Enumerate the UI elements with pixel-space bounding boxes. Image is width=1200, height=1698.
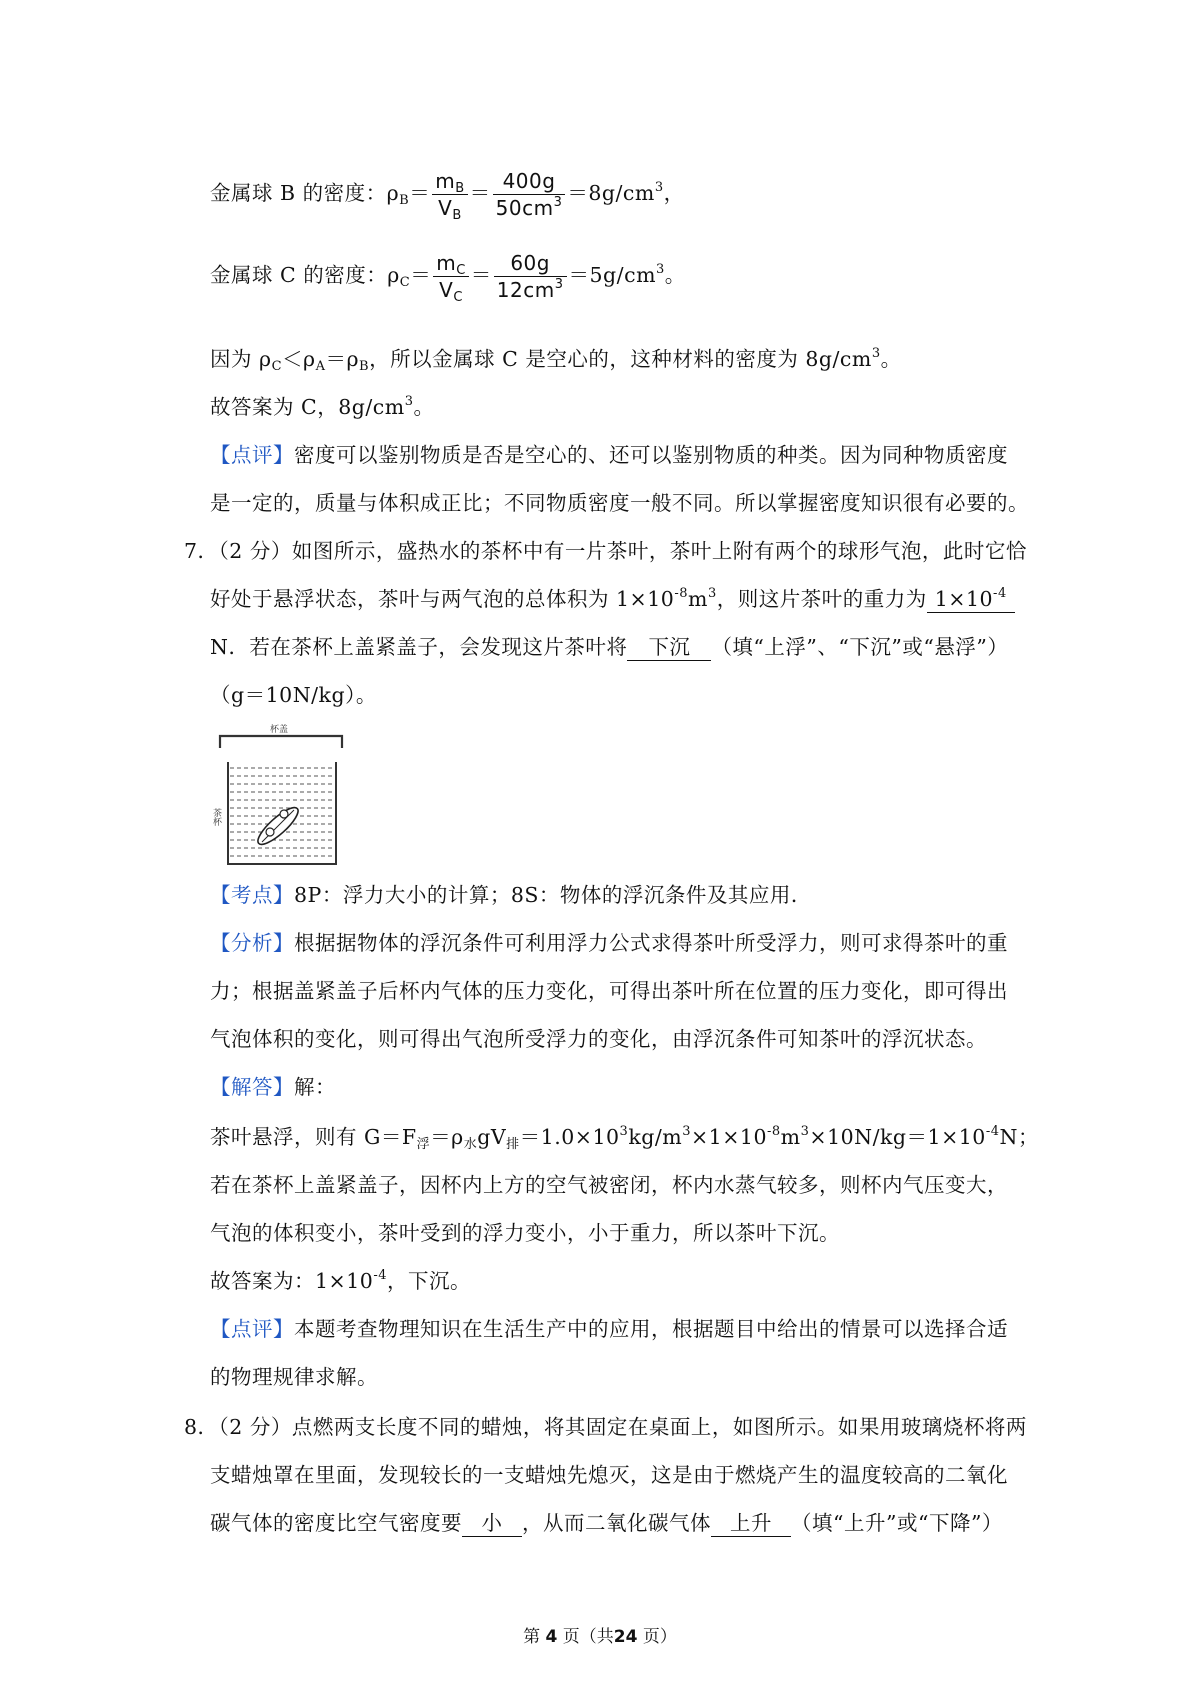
q7-solution-line-1: 茶叶悬浮，则有 $G=F_浮=\rho_水gV_排=1.0\times 10^3kg/m^3\times 1\times 10^{-8}m^3\times 10N/kg=1\times 10^{-4}N$； — [210, 1124, 1039, 1152]
rho-c-denominator: 12cm — [496, 278, 555, 302]
sol-sub-pai: 排 — [506, 1137, 520, 1152]
q7-blank-1: $1\times 10^{-4}$ — [927, 586, 1015, 613]
rho-c-line: 金属球 C 的密度：$\rho_C=$ $\frac{m_C}{V_C}$ ＝ $\frac{60g}{12cm^3}$ $=5g/cm^3$。 — [210, 251, 686, 305]
fraction-mb-vb: $\frac{m_B}{V_B}$ — [432, 168, 467, 221]
q8-line-1 — [184, 1412, 1027, 1442]
q7-text-2b: ，则这片茶叶的重力为 — [716, 587, 927, 611]
footer-post: 页） — [642, 1627, 677, 1647]
q7-text-3a: N．若在茶杯上盖紧盖子，会发现这片茶叶将 — [210, 635, 628, 659]
q8-text-3b: ，从而二氧化碳气体 — [522, 1511, 711, 1535]
dianping-tag: 【点评】 — [210, 1317, 294, 1341]
because-text: ，所以金属球 C 是空心的，这种材料的密度为 8g/cm — [369, 347, 872, 371]
q7-line-2: 好处于悬浮状态，茶叶与两气泡的总体积为 $1\times 10^{-8}m^3$，则这片茶叶的重力为 $1\times 10^{-4}$ — [210, 584, 1015, 614]
comment-line-1 — [210, 440, 1008, 470]
q7-text-3b: （填“上浮”、“下沉”或“悬浮”） — [711, 635, 1009, 659]
cup-lid-shape — [220, 736, 342, 748]
fenxi-text-2: 力；根据盖紧盖子后杯内气体的压力变化，可得出茶叶所在位置的压力变化，即可得出 — [210, 979, 1008, 1003]
q7-dianping-line-2 — [210, 1362, 378, 1392]
sol-1b: ＝ρ — [430, 1125, 464, 1149]
rho-c-label: 金属球 C 的密度： — [210, 263, 388, 287]
q7-line-1 — [184, 536, 1027, 566]
q7-jieda-line — [210, 1072, 336, 1102]
comment-tag: 【点评】 — [210, 443, 294, 467]
q8-text-2: 支蜡烛罩在里面，发现较长的一支蜡烛先熄灭，这是由于燃烧产生的温度较高的二氧化 — [210, 1463, 1008, 1487]
fenxi-text-1: 根据据物体的浮沉条件可利用浮力公式求得茶叶所受浮力，则可求得茶叶的重 — [294, 931, 1008, 955]
q7-blank-2: 下沉 — [627, 634, 711, 661]
kaodian-text: 8P：浮力大小的计算；8S：物体的浮沉条件及其应用． — [294, 883, 812, 907]
q7-number: 7． — [184, 539, 219, 563]
fraction-mc-vc: $\frac{m_C}{V_C}$ — [433, 250, 469, 303]
q7-solution-line-3 — [210, 1218, 840, 1248]
dianping-text-1: 本题考查物理知识在生活生产中的应用，根据题目中给出的情景可以选择合适 — [294, 1317, 1008, 1341]
rho-b-denominator: 50cm — [495, 196, 554, 220]
q8-line-2 — [210, 1460, 1008, 1490]
q7-dianping-line-1 — [210, 1314, 1008, 1344]
q8-text-3c: （填“上升”或“下降”） — [791, 1511, 1003, 1535]
fig-cup-label: 茶杯 — [211, 808, 221, 826]
because-prefix: 因为 ρ — [210, 347, 272, 371]
q7-text-2a: 好处于悬浮状态，茶叶与两气泡的总体积为 1×10 — [210, 587, 675, 611]
sol-1c: gV — [477, 1125, 507, 1149]
sol-4a: 故答案为：1×10 — [210, 1269, 374, 1293]
comment-text-2: 是一定的，质量与体积成正比；不同物质密度一般不同。所以掌握密度知识很有必要的。 — [210, 491, 1029, 515]
q8-blank-1: 小 — [462, 1510, 522, 1537]
because-line: 因为 $\rho_C<\rho_A=\rho_B$，所以金属球 C 是空心的，这种材料的密度为 $8g/cm^3$。 — [210, 346, 902, 374]
bubble-2 — [266, 828, 274, 836]
q7-line-4 — [210, 680, 377, 710]
q8-text-3a: 碳气体的密度比空气密度要 — [210, 1511, 462, 1535]
rho-b-label: 金属球 B 的密度： — [210, 181, 387, 205]
sol-2: 若在茶杯上盖紧盖子，因杯内上方的空气被密闭，杯内水蒸气较多，则杯内气压变大， — [210, 1173, 1008, 1197]
q7-solution-line-2 — [210, 1170, 1008, 1200]
sol-sub-fu: 浮 — [416, 1137, 431, 1152]
bubble-1 — [280, 810, 288, 818]
q7-blank-1-value: 1×10 — [934, 587, 994, 611]
rho-c-numerator: 60g — [494, 250, 567, 277]
sol-1g: ×10N/kg＝1×10 — [809, 1125, 986, 1149]
footer-mid: 页（共 — [562, 1627, 614, 1647]
comment-text-1: 密度可以鉴别物质是否是空心的、还可以鉴别物质的种类。因为同种物质密度 — [294, 443, 1008, 467]
q7-line-3 — [210, 632, 1008, 662]
fenxi-tag: 【分析】 — [210, 931, 294, 955]
rho-b-result: ＝8g/cm — [567, 181, 655, 205]
sol-1d: ＝1.0×10 — [519, 1125, 620, 1149]
fraction-60g-12cm3: $\frac{60g}{12cm^3}$ — [494, 250, 567, 303]
answer-text: 故答案为 C，8g/cm — [210, 395, 405, 419]
footer-page-number: 4 — [545, 1627, 558, 1647]
q7-solution-line-4: 故答案为：$1\times 10^{-4}$，下沉。 — [210, 1268, 471, 1293]
q7-text-4: （g＝10N/kg）。 — [210, 683, 377, 707]
sol-1a: 茶叶悬浮，则有 G＝F — [210, 1125, 417, 1149]
rho-b-line: 金属球 B 的密度：$\rho_B=$ $\frac{m_B}{V_B}$ ＝ $\frac{400g}{50cm^3}$ $=8g/cm^3$， — [210, 169, 685, 223]
jieda-head: 解： — [294, 1075, 336, 1099]
kaodian-tag: 【考点】 — [210, 883, 294, 907]
sol-1h: N； — [999, 1125, 1039, 1149]
q8-text-1: （2 分）点燃两支长度不同的蜡烛，将其固定在桌面上，如图所示。如果用玻璃烧杯将两 — [218, 1415, 1027, 1439]
comment-line-2 — [210, 488, 1029, 518]
q8-blank-2: 上升 — [711, 1510, 791, 1537]
fig-lid-label: 杯盖 — [270, 725, 289, 735]
sol-1f: ×1×10 — [691, 1125, 767, 1149]
fraction-400g-50cm3: $\frac{400g}{50cm^3}$ — [493, 168, 566, 221]
q7-fenxi-line-2 — [210, 976, 1008, 1006]
q7-text-1: （2 分）如图所示，盛热水的茶杯中有一片茶叶，茶叶上附有两个的球形气泡，此时它恰 — [218, 539, 1027, 563]
q8-line-3 — [210, 1508, 1003, 1538]
footer-total-pages: 24 — [613, 1627, 638, 1647]
tea-cup-figure — [211, 722, 354, 868]
sol-sub-shui: 水 — [463, 1137, 478, 1152]
jieda-tag: 【解答】 — [210, 1075, 294, 1099]
q7-fenxi-line-1 — [210, 928, 1008, 958]
footer-pre: 第 — [523, 1627, 541, 1647]
rho-c-result: ＝5g/cm — [568, 263, 657, 287]
answer-line: 故答案为 C，$8g/cm^3$。 — [210, 394, 435, 419]
sol-3: 气泡的体积变小，茶叶受到的浮力变小，小于重力，所以茶叶下沉。 — [210, 1221, 840, 1245]
dianping-text-2: 的物理规律求解。 — [210, 1365, 378, 1389]
tea-leaf-shape — [253, 803, 302, 850]
q7-fenxi-line-3 — [210, 1024, 987, 1054]
page-footer — [0, 1622, 1200, 1647]
q8-number: 8． — [184, 1415, 219, 1439]
sol-4b: ，下沉。 — [386, 1269, 471, 1293]
q7-kaodian-line — [210, 880, 812, 910]
rho-b-numerator: 400g — [493, 168, 566, 195]
sol-1e: kg/m — [628, 1125, 683, 1149]
fenxi-text-3: 气泡体积的变化，则可得出气泡所受浮力的变化，由浮沉条件可知茶叶的浮沉状态。 — [210, 1027, 987, 1051]
